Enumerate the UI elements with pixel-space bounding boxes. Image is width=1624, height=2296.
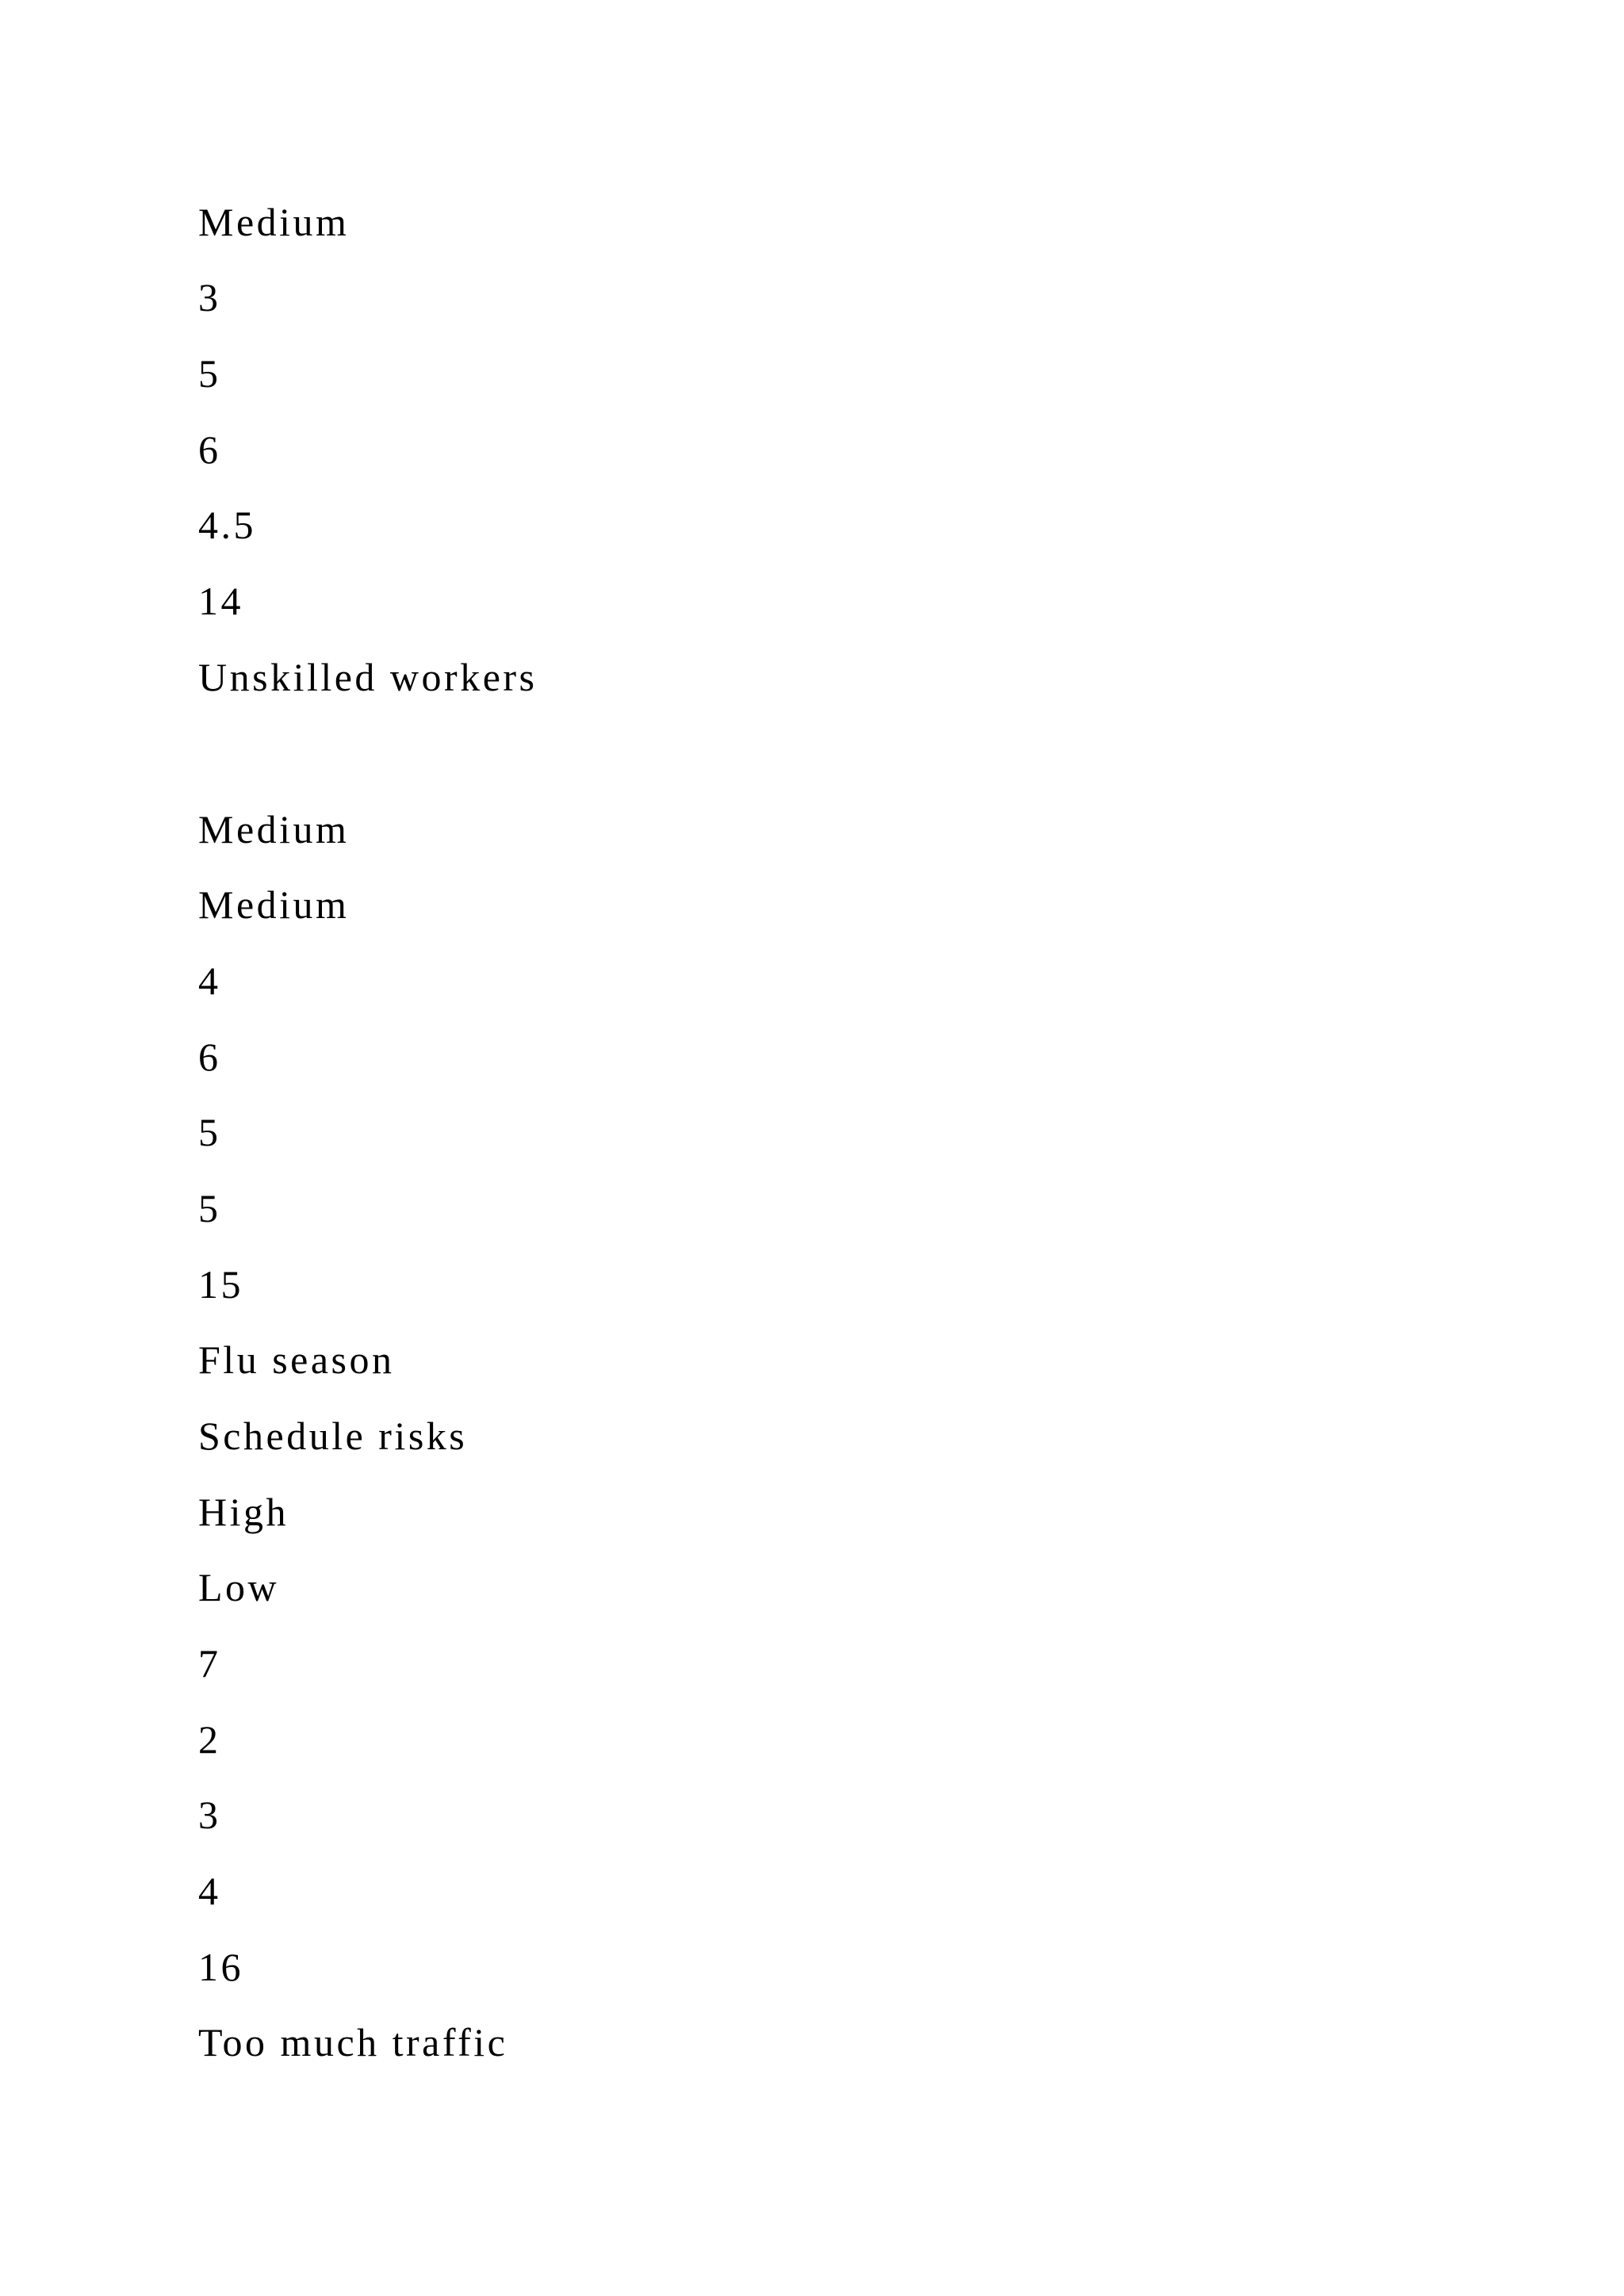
text-line: 4.5 xyxy=(198,503,256,547)
text-line: 15 xyxy=(198,1262,243,1307)
text-line: 3 xyxy=(198,275,221,320)
text-line: 7 xyxy=(198,1641,221,1686)
text-line: 6 xyxy=(198,1035,221,1079)
text-line: 3 xyxy=(198,1793,221,1837)
text-line: Unskilled workers xyxy=(198,655,538,699)
text-line: 16 xyxy=(198,1945,243,1989)
text-line: Schedule risks xyxy=(198,1414,468,1458)
text-line: 4 xyxy=(198,959,221,1003)
text-line: 5 xyxy=(198,1110,221,1154)
text-line: Flu season xyxy=(198,1337,395,1382)
text-line: 6 xyxy=(198,427,221,472)
text-line: Medium xyxy=(198,882,350,927)
text-line: Too much traffic xyxy=(198,2020,508,2064)
text-line: Low xyxy=(198,1565,280,1609)
text-line: 14 xyxy=(198,579,243,623)
text-line: 4 xyxy=(198,1869,221,1913)
text-line: 5 xyxy=(198,1186,221,1230)
text-line: 2 xyxy=(198,1717,221,1762)
text-line: 5 xyxy=(198,351,221,396)
text-line: Medium xyxy=(198,200,350,244)
text-line: High xyxy=(198,1490,289,1534)
text-line: Medium xyxy=(198,807,350,851)
